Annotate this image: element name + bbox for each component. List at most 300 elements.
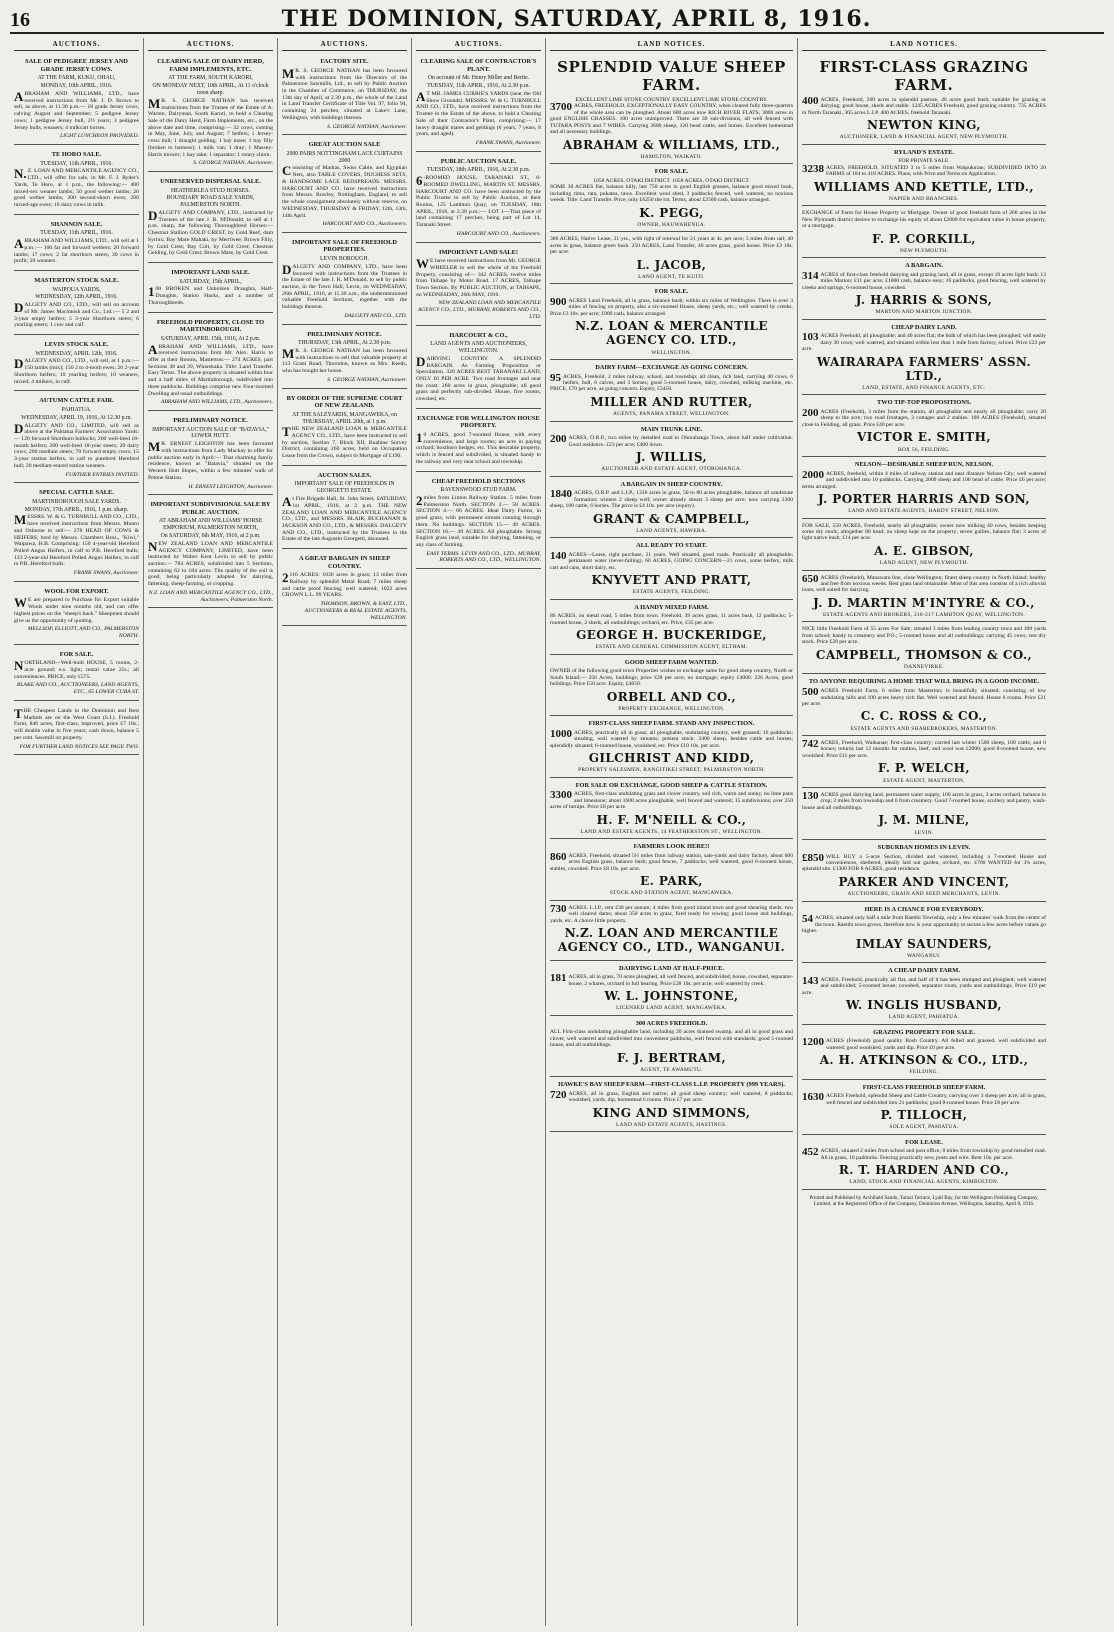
- notice-title: NELSON—DESIRABLE SHEEP RUN, NELSON.: [854, 460, 994, 468]
- auction-ad: [14, 394, 139, 483]
- ad-body: AT MR. JAMES CURRIE'S YARDS (near the Old Show Grounds). MESSRS. W. & G. TURNBULL AND CO., LTD., have received instructions from the Trustee in the Estate of the above, to hold a Clearing Sale of their Contractor's Plant, comprising:— 17 heavy draught mares and geldings (6 years, 7 years, 8 years, and aged).: [416, 89, 541, 138]
- notice-text: ACRES (Freehold) good quality Bush Country. All felled and grassed, well subdivided and watered; good woolshed, yards and dip. Price £6 per acre.: [826, 1038, 1046, 1051]
- column-heading: AUCTIONS.: [416, 38, 541, 51]
- land-notice: [550, 234, 793, 284]
- ad-heading: SPECIAL CATTLE SALE.: [39, 489, 114, 497]
- notice-body: [550, 490, 793, 509]
- notice-title: 300 ACRES FREEHOLD.: [635, 1019, 708, 1027]
- land-notice: [550, 841, 793, 901]
- ad-subheading: TUESDAY, 11th APRIL, 1916.: [40, 230, 113, 237]
- auction-ad: [282, 236, 407, 325]
- notice-body: [550, 727, 793, 749]
- ad-heading: PUBLIC AUCTION SALE.: [440, 157, 517, 165]
- auction-ad: [416, 412, 541, 472]
- ad-body: 2116 ACRES: 1036 acres in grass; 13 miles from Railway by splendid Metal Road; 7 miles sheep and cattle proof fencing; well watered; 1022 acres CROWN L.L. 99 YEARS.: [282, 570, 407, 599]
- acreage-figure: 181: [550, 972, 567, 985]
- land-notice: [802, 55, 1046, 144]
- agent-name: N.Z. LOAN & MERCANTILE AGENCY CO. LTD.,: [575, 319, 768, 348]
- agent-address: LAND AGENT, PAHIATUA.: [888, 1014, 960, 1021]
- auction-ad: [282, 469, 407, 549]
- ad-body: ABRAHAM AND WILLIAMS, LTD., have received instructions from Mr. J. D. Brown to sell, as above, at 11.30 p.m.— 18 grade Jersey cows, calving August and September; 5 pedigree Jersey cows; 1 pedigree Jersey bull, 2½ years; 3 pedigree Jersey bulls, weaners; 4 milkcart horses.: [14, 89, 139, 131]
- notice-body: [550, 184, 793, 203]
- ad-signature: FURTHER ENTRIES INVITED.: [65, 471, 139, 478]
- ad-subheading: AT ABRAHAM AND WILLIAMS' HORSE EMPORIUM, PALMERSTON NORTH,: [158, 518, 263, 532]
- notice-body: [802, 162, 1046, 178]
- notice-title: FIRST-CLASS GRAZING FARM.: [819, 58, 1029, 94]
- ad-body: Consisting of Madras, Swiss Cable, and Egyptian Nets, also TABLE COVERS, DUCHESS SETS, & HANDSOME LACE BEDSPREADS. MESSRS. HARCOURT AND CO. have received instructions from Messrs. Rowley, Nottingham, England, to sell the whole consignment absolutely without reserve, on WEDNESDAY, THURSDAY & FRIDAY, 12th, 13th, 14th April.: [282, 163, 407, 219]
- acreage-figure: 140: [550, 549, 567, 562]
- ad-body: DALGETY AND COMPANY, LTD., instructed by Trustees of the late J. R. M'Donald, to sell at 1 p.m. sharp, the following Thoroughbred Horses:— Chestnut Stallion GOLD CREST, by Gold Reef, dam Syrinx; Bay Mare Mahaki, by Merriwee; Brown Filly, by Gold Crest; Bay Colt, by Gold Crest; Chestnut Gelding, by Gold Crest; Brown Mare, by Gold Crest.: [148, 208, 273, 257]
- notice-text: ACRES, first-class undulating grass and clover country, soil rich, warm and sunny, no lime pans and limestone; about 1600 acres ploughable, well fenced and watered; 15 subdivisions; over 250 acres of turnips. Price £8 per acre.: [550, 791, 793, 811]
- notice-text: ACRES, all in grass, 70 acres ploughed, all well fenced, and subdivided; house, cowshed, separator-house, 2 whares, orchard in full bearing. Price £28 10s. per acre; well watered by creek.: [568, 974, 794, 987]
- notice-body: [550, 613, 793, 626]
- ad-body: 10 ACRES, good 7-roomed House, with every convenience, and large rooms; an acre in paying orchard; boxthorn hedges, etc. This desirable property, which is fenced and subdivided, is situated handy to the railway and very near school and township.: [416, 429, 541, 465]
- ad-heading: IMPORTANT LAND SALE!: [438, 248, 519, 256]
- land-notice: [802, 260, 1046, 320]
- notice-text: ACRES, FREEHOLD, EXCEPTIONALLY EASY COUNTRY, when cleared fully three-quarters of the whole area can be ploughed. About 600 acres now RICH RIVER FLATS, 3000 acres in good ENGLISH GRASSES. 100 acres unimproved. There are 30 sub-divisions, all well fenced with TUTARA POSTS and 7 WIRES. Carrying 3600 sheep, 120 head cattle, and horses. Excellent homestead and all necessary buildings.: [550, 103, 793, 136]
- notice-body: [550, 974, 793, 987]
- auction-ad: [14, 585, 139, 645]
- acreage-figure: 400: [802, 94, 819, 107]
- land-notice: [802, 208, 1046, 258]
- land-notice: [550, 55, 793, 164]
- notice-title: FOR LEASE.: [905, 1138, 943, 1146]
- ad-signature: S. GEORGE NATHAN, Auctioneer.: [193, 160, 273, 167]
- ad-subheading: LEVIN BOROUGH.: [320, 256, 369, 263]
- acreage-figure: 720: [550, 1088, 567, 1101]
- ad-body: 100 BROKEN and Unbroken Draughts, Half-Draughts, Station Hacks, and a number of Thoroughbreds.: [148, 284, 273, 306]
- notice-text: ACRES Land Freehold, all in grass, balance bush; within six miles of Wellington. There is over 3 miles of fencing on property, also a six-roomed House, sheep yards, etc.; well watered by creeks. Price £3 10s. per acre; £900 cash, balance arranged.: [550, 297, 793, 317]
- auction-ad: [14, 338, 139, 391]
- ad-signature: N.Z. LOAN AND MERCANTILE AGENCY CO., LTD., Auctioneers, Palmerston North.: [148, 589, 273, 603]
- ad-body: MR. ERNEST LEIGHTON has been favoured with instructions from Lady Mackay to offer for public auction early in April:— That charming family residence, known as "Batavia," situated on the Western Hutt Slopes, within a few minutes' walk of Petone Station.: [148, 439, 273, 481]
- ad-body: N.Z. LOAN AND MERCANTILE AGENCY CO., LTD., will offer for sale, in Mr. F. J. Ryder's Yards, Te Horo, at 1 p.m., the following:— 400 mixed-sex weaner lambs; 50 good wether lambs; 20 good wether lambs; 200 second-shorn ewes; 200 mixed-age ewes; 10 dairy cows in milk.: [14, 166, 139, 208]
- land-notice: [550, 540, 793, 600]
- land-notice: [550, 718, 793, 778]
- notice-text: ACRES, practically all in grass; all ploughable, undulating country, well grassed; 16 paddocks; steading, well watered by streams; present stock: 2400 sheep, besides cattle and horses; splendidly situated; 6-roomed house, woolshed, etc. Price £10 10s. per acre.: [550, 729, 793, 749]
- agent-name: W. INGLIS HUSBAND,: [846, 998, 1002, 1013]
- land-notice: [550, 963, 793, 1016]
- land-notice: [550, 1079, 793, 1132]
- agent-address: SOLE AGENT, PAHIATUA.: [889, 1124, 959, 1131]
- land-notice: [550, 166, 793, 232]
- notice-text: WILL BUY a 5-acre Section, divided and watered, including a 7-roomed House and conveniences, sheltered, ideally laid out garden, orchard, etc. £700 WANTED for 3¼ acres, splendid site. £1300 FOR 8 ACRES, good residence.: [802, 853, 1046, 873]
- notice-text: FOR SALE, 550 ACRES, Freehold, nearly all ploughable; owner now milking 40 cows, besides keeping some dry stock; altogether 80 head; no sheep kept on the property; seven gullies, balance flat; 3 acres of light native bush; £14 per acre.: [802, 522, 1046, 542]
- notice-title: DAIRYING LAND AT HALF-PRICE.: [619, 964, 724, 972]
- column-3: [278, 38, 412, 1626]
- ad-heading: UNRESERVED DISPERSAL SALE.: [160, 178, 261, 186]
- acreage-figure: 650: [802, 572, 819, 585]
- ad-heading: A GREAT BARGAIN IN SHEEP COUNTRY.: [298, 555, 391, 570]
- land-notice: [802, 904, 1046, 964]
- agent-name: P. TILLOCH,: [880, 1108, 968, 1123]
- agent-address: AUCTIONEER, LAND & FINANCIAL AGENT, NEW PLYMOUTH.: [839, 134, 1009, 141]
- notice-title: MAIN TRUNK LINE.: [640, 425, 703, 433]
- agent-name: PARKER AND VINCENT,: [838, 874, 1010, 889]
- land-notice: [550, 602, 793, 655]
- agent-name: VICTOR E. SMITH,: [857, 430, 991, 445]
- ad-signature: HARCOURT AND CO., Auctioneers.: [322, 221, 407, 228]
- auction-ad: [14, 648, 139, 701]
- ad-heading: WOOL FOR EXPORT.: [44, 587, 109, 595]
- auction-ad: [148, 498, 273, 608]
- ad-subheading: IMPORTANT SALE OF FREEHOLDS IN GEORGETTI ESTATE.: [294, 481, 395, 495]
- notice-body: [550, 668, 793, 687]
- ad-heading: FOR SALE.: [59, 650, 94, 658]
- notice-body: [802, 1093, 1046, 1106]
- notice-text: ALL First-class undulating ploughable land, including 20 acres drained swamp, and all in good grass and clover, well watered and subdivided into convenient paddocks, well fenced with standards; good 5-roomed house, and all outbuildings.: [550, 1029, 793, 1049]
- agent-name: J. M. MILNE,: [878, 813, 970, 828]
- agent-name: J. WILLIS,: [635, 450, 708, 465]
- ad-body: DALGETY AND CO., LTD., will sell, at 1 p.m.:— 150 lambs (mix); 150 2 to 4-tooth ewes; 20 2-year Shorthorn heifers; 10 yearling heifers; 10 weaners, mixed; 4 milkers, in calf.: [14, 356, 139, 385]
- notice-title: SUBURBAN HOMES IN LEVIN.: [877, 843, 971, 851]
- ad-signature: NEW ZEALAND LOAN AND MERCANTILE AGENCY CO., LTD., MURRAY, ROBERTS AND CO., LTD.: [417, 300, 541, 320]
- ad-signature: S. GEORGE NATHAN, Auctioneer.: [327, 123, 407, 130]
- agent-address: LAND AGENT, TE KUITI.: [638, 273, 705, 280]
- auction-ad: [416, 155, 541, 243]
- agent-address: WELLINGTON.: [651, 349, 692, 356]
- ad-subheading: WAIPOUA YARDS,: [52, 286, 101, 293]
- notice-body: [802, 626, 1046, 645]
- land-notice: [550, 1018, 793, 1078]
- agent-address: NAPIER AND BRANCHES.: [889, 195, 959, 202]
- auction-ad: [148, 266, 273, 313]
- acreage-figure: 3300: [550, 789, 572, 802]
- agent-address: LAND AGENT, NEW PLYMOUTH.: [879, 560, 969, 567]
- notice-subtitle: EXCELLENT LIME STONE COUNTRY. EXCELLENT LIME STONE COUNTRY.: [575, 96, 768, 103]
- agent-name: F. J. BERTRAM,: [616, 1050, 727, 1065]
- notice-title: FARMERS LOOK HERE!!: [633, 843, 710, 851]
- ad-subheading: TUESDAY, 18th APRIL, 1916, At 2.30 p.m.: [426, 167, 531, 174]
- notice-title: RYLAND'S ESTATE.: [894, 148, 954, 156]
- ad-body: THE NEW ZEALAND LOAN & MERCANTILE AGENCY CO., LTD., have been instructed to sell by auction, Section 7, Block XII, Ruahine Survey District, containing 260 acres, held on Occupation Lease from the Crown, subject to Mortgage of £190.: [282, 424, 407, 460]
- ad-heading: HARCOURT & CO.,: [449, 331, 508, 339]
- notice-text: ACRES, FREEHOLD, SITUATED 3 to 5 miles from Waipukurau; SUBDIVIDED INTO 20 FARMS of 104 to 418 ACRES. Plans, with Price and Terms on Application.: [826, 164, 1046, 178]
- land-notice: [802, 790, 1046, 840]
- notice-title: SPLENDID VALUE SHEEP FARM.: [557, 58, 786, 94]
- ad-date-line: WEDNESDAY, 12th APRIL, 1916.: [35, 294, 118, 301]
- notice-text: ACRES, situated 2 miles from school and post office, 8 miles from township by good metalled road. All in grass, 10 paddocks. Fencing practically new, posts and wire. Rent 10s. per acre.: [820, 1148, 1046, 1161]
- ad-body: 2miles from Linton Railway Station. 5 miles from Palmerston North. SECTION 2.— 58 ACRES. SECTION 4.— 66 ACRES. Ideal Dairy Farms, in good grass, with permanent stream running through them. No buildings. SECTION 15.— 49 ACRES. SECTION 16.— 49 ACRES. All ploughable. Strong English grass land, suitable for dairying, fattening, or any class of farming.: [416, 492, 541, 548]
- land-notice: [550, 657, 793, 717]
- ad-heading: CLEARING SALE OF DAIRY HERD, FARM IMPLEMENTS, ETC.: [157, 58, 264, 73]
- auction-ad: [14, 486, 139, 582]
- agent-name: H. F. M'NEILL & CO.,: [596, 812, 747, 827]
- ad-body: MR. S. GEORGE NATHAN has been favoured with instructions to sell that valuable property at 113 Grant Road, Thorndon, known as Mrs. Keeds, who has bought her house.: [282, 345, 407, 375]
- page-title: THE DOMINION, SATURDAY, APRIL 8, 1916.: [281, 6, 872, 32]
- land-notice: [802, 676, 1046, 736]
- agent-address: ESTATE AGENTS, FEILDING.: [632, 589, 711, 596]
- ad-signature: FOR FURTHER LAND NOTICES SEE PAGE TWO.: [19, 743, 139, 750]
- land-notice: [802, 1027, 1046, 1080]
- acreage-figure: 452: [802, 1146, 819, 1159]
- land-notice: [550, 362, 793, 422]
- agent-address: ESTATE AND GENERAL COMMISSION AGENT, ELTHAM.: [595, 644, 748, 651]
- ad-heading: IMPORTANT SUBDIVISIONAL SALE BY PUBLIC AUCTION.: [150, 501, 271, 516]
- ad-date-line: BOUNDARY ROAD SALE YARDS, PALMERSTON NORTH.: [166, 195, 255, 209]
- ad-subheading: AT THE FARM, SOUTH KARORI,: [168, 75, 253, 82]
- notice-text: ACRES, Freehold, 2 miles railway, school, and township; all clean, rich land, carrying 40 cows, 6 heifers, bull, 6 calves, and 3 horses; good 5-roomed house, dairy, cowshed, milking machine, etc. PRICE, £70 per acre, as going concern. Equity, £3450.: [550, 373, 793, 393]
- columns: [10, 38, 1104, 1626]
- ad-subheading: LAND AGENTS AND AUCTIONEERS, WELLINGTON.: [430, 341, 527, 354]
- agent-name: WAIRARAPA FARMERS' ASSN. LTD.,: [816, 354, 1032, 383]
- agent-name: F. P. CORKILL,: [872, 231, 976, 246]
- notice-text: ACRES, L.I.P., rent £38 per annum; 4 miles from good inland town and good shearing sheds; two well cleared dams; about 350 acres in grass, fired ready for sowing; good house and buildings, yards, etc. A choice little property.: [550, 904, 793, 924]
- notice-body: [550, 850, 793, 872]
- notice-title: A BARGAIN.: [905, 262, 943, 270]
- agent-address: LEVIN.: [914, 829, 934, 836]
- notice-title: GOOD SHEEP FARM WANTED.: [624, 658, 719, 666]
- auction-ad: [282, 55, 407, 135]
- agent-name: ORBELL AND CO.,: [606, 689, 737, 704]
- acreage-figure: 95: [550, 371, 561, 384]
- ad-heading: EXCHANGE FOR WELLINGTON HOUSE PROPERTY.: [417, 414, 540, 430]
- column-1: [10, 38, 144, 1626]
- agent-address: LAND AND ESTATE AGENTS, 14 FEATHERSTON ST., WELLINGTON.: [580, 828, 763, 835]
- notice-body: [550, 295, 793, 317]
- agent-name: K. PEGG,: [639, 205, 704, 220]
- agent-name: ABRAHAM & WILLIAMS, LTD.,: [562, 137, 781, 152]
- ad-body: DALGETY AND CO., LIMITED, will sell as above at the Pahiatua Farmers' Association Yards:— 120 forward Shorthorn bullocks; 260 well-bred 18-month heifers; 200 well-bred 18-year steers; 20 dairy cows; 200 medium steers; 70 forward empty cows; 15 3-year station heifers, in calf to purebred Hereford bull; 20 medium-reared station weaners.: [14, 420, 139, 469]
- notice-body: [802, 94, 1046, 116]
- acreage-figure: 500: [802, 686, 819, 699]
- agent-name: J. D. MARTIN M'INTYRE & CO.,: [813, 595, 1035, 610]
- notice-body: [802, 789, 1046, 811]
- ad-subheading: HEATHERLEA STUD HORSES.: [170, 187, 251, 194]
- auction-ad: [148, 414, 273, 495]
- agent-name: NEWTON KING,: [867, 118, 981, 133]
- agent-address: ESTATE AGENTS AND SHAREBROKERS, MASTERTON.: [850, 725, 998, 732]
- auction-ad: [282, 328, 407, 389]
- notice-text: ACRES Freehold Farm, 6 miles from Masterton; is beautifully situated; consisting of low undulating hills and 100 acres heavy rich flat. Well watered and fenced. House 6 rooms. Price £21 per acre.: [802, 688, 1046, 707]
- notice-subtitle: 1658 ACRES, OTAKI DISTRICT. 1658 ACRES, OTAKI DISTRICT.: [593, 177, 750, 184]
- notice-text: ACRES, situated only half a mile from Raetihi Township, only a few minutes' walk from the centre of the town. Raetihi town grows, therefore now is your opportunity to secure a few acres before values go higher.: [802, 915, 1046, 935]
- notice-body: [802, 523, 1046, 542]
- ad-subheading: MARTINBOROUGH SALE YARDS.: [32, 498, 121, 505]
- auction-ad: [14, 704, 139, 755]
- ad-date-line: On SATURDAY, 6th MAY, 1916, at 2 p.m.: [160, 532, 261, 539]
- agent-name: GILCHRIST AND KIDD,: [588, 751, 755, 766]
- auction-ad: [148, 55, 273, 172]
- land-notice: [550, 479, 793, 539]
- agent-name: GRANT & CAMPBELL,: [593, 511, 750, 526]
- auction-ad: [416, 246, 541, 326]
- notice-text: ACRES, O.R.P., two miles by metalled road to Ohorahanga Town, about half under cultivation. Good residence. £23 per acre; £400 down.: [568, 435, 793, 448]
- notice-text: SOME 30 ACRES flat, balance hilly, last 750 acres in good English grasses, balance good mixed bush, including rimu, rata, pukatea, tawa. Excellent wool shed, 3 paddocks fenced, well watered, no noxious weeds. Title: Land Transfer. Price, only £6250 the lot. Terms, about £2500 cash, balance arranged.: [550, 184, 793, 204]
- notice-title: A CHEAP DAIRY FARM.: [888, 967, 960, 975]
- ad-subheading: SATURDAY, APRIL 15th, 1916, At 2 p.m.: [160, 335, 261, 342]
- ad-date-line: MONDAY, 17th APRIL, 1916, 1 p.m. sharp.: [24, 506, 129, 513]
- ad-heading: IMPORTANT SALE OF FREEHOLD PROPERTIES.: [292, 238, 397, 254]
- notice-title: TO ANYONE REQUIRING A HOME THAT WILL BRING IN A GOOD INCOME.: [808, 678, 1040, 686]
- notice-title: CHEAP DAIRY LAND.: [891, 323, 957, 331]
- ad-heading: FACTORY SITE.: [320, 58, 369, 66]
- acreage-figure: 1630: [802, 1091, 824, 1104]
- agent-name: KNYVETT AND PRATT,: [591, 573, 752, 588]
- ad-heading: GREAT AUCTION SALE: [308, 141, 381, 149]
- notice-text: ACRES, Freehold, situated 5½ miles from railway station, sale-yards and dairy factory, about 600 acres English grass, balance bush; good fences, 7 paddocks; well watered, good 6-roomed house, stables, cowshed. Price £8 10s. per acre.: [550, 852, 793, 872]
- ad-heading: CHEAP FREEHOLD SECTIONS: [431, 477, 526, 485]
- ad-date-line: MONDAY, 10th APRIL, 1916.: [40, 83, 113, 90]
- agent-address: BOX 56, FEILDING.: [897, 446, 951, 453]
- notice-text: ACRES—Lease, right purchase, 21 years. Well situated, good roads. Practically all ploughable; permanent water (never-failing). 60 ACRES, GOING CONCERN—21 cows, some heifers, milk cart and cans, short dairy, etc.: [550, 551, 793, 571]
- land-notice: [802, 738, 1046, 788]
- agent-name: IMLAY SAUNDERS,: [855, 936, 993, 951]
- acreage-figure: 103: [802, 331, 819, 344]
- column-5: [546, 38, 798, 1626]
- agent-name: CAMPBELL, THOMSON & CO.,: [815, 647, 1033, 662]
- agent-name: L. JACOB,: [636, 257, 707, 272]
- notice-body: [550, 236, 793, 255]
- agent-address: ESTATE AGENT, MASTERTON.: [883, 777, 965, 784]
- land-notice: [550, 903, 793, 961]
- auction-ad: [282, 552, 407, 626]
- agent-address: OWNER, HAUWAHENUA.: [637, 221, 706, 228]
- masthead: [10, 6, 1104, 34]
- auction-ad: [148, 175, 273, 263]
- land-notice: [802, 1082, 1046, 1135]
- notice-title: A HANDY MIXED FARM.: [634, 603, 709, 611]
- notice-text: OWNER of the following good town Properties wishes to exchange same for good sheep country, North or South Island:— 256 Acres, buildings; price £28 per acre; no mortgage; equity £4000. 226 Acres, good buildings. Price £50 acre. Equity, £4650.: [550, 668, 793, 688]
- acreage-figure: 742: [802, 738, 819, 750]
- notice-body: [802, 333, 1046, 352]
- notice-body: [802, 688, 1046, 707]
- ad-heading: TE HORO SALE.: [51, 151, 102, 159]
- notice-body: [550, 902, 793, 924]
- agent-name: A. E. GIBSON,: [874, 543, 974, 558]
- auction-ad: [14, 274, 139, 335]
- notice-text: ACRES, Freehold, practically all flat, and half of it has been stumped and ploughed; well watered and subdivided; 5-roomed house; cowshed, separator room, yards and outbuildings. Price £19 per acre.: [802, 976, 1046, 996]
- agent-address: LAND, STOCK AND FINANCIAL AGENTS, KIMBOLTON.: [849, 1179, 999, 1186]
- notice-title: HAWKE'S BAY SHEEP FARM—FIRST-CLASS L.I.P. PROPERTY (999 YEARS).: [558, 1081, 785, 1089]
- ad-subheading: THURSDAY, 13th APRIL, At 2.30 p.m.: [297, 340, 392, 347]
- auction-ad: [282, 138, 407, 233]
- acreage-figure: 3700: [550, 101, 572, 114]
- notice-title: FOR SALE.: [654, 288, 689, 296]
- ad-subheading: RAVENSWOOD STUD FARM.: [440, 487, 517, 494]
- ad-signature: MELLSOP, ELLIOTT, AND CO., PALMERSTON NORTH.: [27, 626, 139, 640]
- printer-imprint: Printed and Published by Archibald Sando, Tainui Terrace, Lyall Bay, for the Wellington Publishing Company, Limited, at the Registered Office of the Company, Dominion Avenue, Wellington, Saturday, April 8, 1916.: [809, 1194, 1039, 1207]
- land-notice: [802, 965, 1046, 1025]
- ad-signature: THOMSON, BROWN, & EAST, LTD., AUCTIONEERS & REAL ESTATE AGENTS, WELLINGTON.: [304, 601, 407, 621]
- acreage-figure: 900: [550, 295, 567, 308]
- ad-body: NORTHLAND—Well-built HOUSE, 5 rooms, 2-acre ground; e.s. light; rental value 25s.; all conveniences. PRICE, only £575.: [14, 658, 139, 680]
- ad-body: At Fire Brigade Hall, St. John Street, SATURDAY, 1st APRIL, 1916, at 2 p.m. THE NEW ZEALAND LOAN AND MERCANTILE AGENCY CO., LTD., and MESSRS. BLAIR, BUCHANAN & JACKSON AND CO., LTD., & MESSRS. DALGETY AND CO., LTD., instructed by the Trustees in the Estate of the late Augustin Georgetti, deceased.: [282, 494, 407, 543]
- ad-body: WE have received instructions from Mr. GEORGE WHEELER to sell the whole of his Freehold Property, consisting of— 342 ACRES, twelve miles from Taihape by Motor Road. 17 ACRES, Taihape Town Section. By PUBLIC AUCTION, at TAIHAPE, on WEDNESDAY, 26th MAY, 1916.: [416, 256, 541, 298]
- notice-body: [802, 915, 1046, 934]
- ad-body: THE Cheapest Lands in the Dominion and Best Markets are on the West Coast (S.I.). Freehold Farm, 846 acres, first-class, improved, price £7 10s.; will double value in five years; cash down, balance 5 per cent. Sawmill on property.: [14, 705, 139, 741]
- ad-heading: PRELIMINARY NOTICE.: [307, 330, 382, 338]
- auction-ad: [416, 475, 541, 570]
- agent-address: NEW PLYMOUTH.: [899, 247, 949, 254]
- notice-subtitle: FOR PRIVATE SALE.: [898, 158, 950, 165]
- ad-signature: DALGETY AND CO., LTD.: [344, 312, 407, 319]
- notice-title: GRAZING PROPERTY FOR SALE.: [873, 1028, 975, 1036]
- notice-body: [550, 371, 793, 393]
- notice-body: [802, 740, 1046, 759]
- column-heading: LAND NOTICES.: [550, 38, 793, 51]
- column-heading: AUCTIONS.: [14, 38, 139, 51]
- agent-address: ESTATE AGENTS AND BROKERS, 218-217 LAMBTON QUAY, WELLINGTON.: [822, 612, 1026, 619]
- ad-date-line: WEDNESDAY, APRIL 19, 1916, At 12.30 p.m.: [21, 414, 132, 421]
- notice-text: 86 ACRES, on metal road, 5 miles from town. Freehold, 39 acres grass, 11 acres bush, 12 paddocks; 5-roomed house, 2 sheds, all outbuildings; orchard, etc. Price, £35 per acre.: [550, 613, 793, 626]
- notice-body: [802, 468, 1046, 490]
- notice-body: [802, 851, 1046, 873]
- ad-subheading: WEDNESDAY, APRIL 12th, 1916.: [35, 350, 118, 357]
- acreage-figure: 54: [802, 913, 813, 926]
- acreage-figure: 730: [550, 902, 567, 915]
- column-2: [144, 38, 278, 1626]
- agent-address: PROPERTY SALESMEN, RANGITIKEI STREET, PALMERSTON NORTH.: [578, 767, 765, 774]
- notice-text: ACRES of first-class freehold dairying and grazing land, all in grass, except 10 acres light bush; 12 miles Marton; £11 per acre; £1000 cash, balance easy; 16 paddocks, good fencing, well watered by creeks and springs, 6-roomed house, cowshed.: [802, 271, 1046, 291]
- notice-body: [550, 1029, 793, 1048]
- notice-body: [550, 791, 793, 810]
- agent-name: GEORGE H. BUCKERIDGE,: [576, 628, 767, 643]
- auction-ad: [416, 55, 541, 152]
- ad-body: MESSRS. W. & G. TURNBULL AND CO., LTD., have received instructions from Messrs. Munro and Osborne to sell:— 278 HEAD OF COWS & HEIFERS, bred by Messrs. Chambers Bros., "Kiwi," Waipawa, H.B. Comprising: 150 4-year-old Hereford Polled Angus Heifers, in calf to P.B. Hereford bulls; 123 2-year-old Hereford Polled Angus Heifers, in calf to P.B. Hereford bulls.: [14, 512, 139, 568]
- notice-text: EXCHANGE of Farm for House Property or Mortgage. Owner of good freehold farm of 260 acres in the New Plymouth district desires to exchange his equity of about £2000 for equivalent value in house property, or a mortgage.: [802, 210, 1046, 230]
- agent-address: MARTON AND MARTON JUNCTION.: [875, 309, 973, 316]
- column-heading: AUCTIONS.: [282, 38, 407, 51]
- ad-signature: EASY TERMS. LEVIN AND CO., LTD., MURRAY, ROBERTS AND CO., LTD., WELLINGTON.: [426, 550, 541, 564]
- notice-text: ACRES, Freehold, Waikanae; first-class country; carried last winter 1500 sheep, 100 cattle, and 6 horses; returns last 12 months for mutton, beef, and wool was £2000; good 8-roomed house, new woolshed. Price £11 per acre.: [802, 740, 1046, 759]
- ad-heading: CLEARING SALE OF CONTRACTOR'S PLANT.: [420, 58, 537, 73]
- acreage-figure: 130: [802, 789, 819, 802]
- agent-address: PROPERTY EXCHANGE, WELLINGTON.: [618, 705, 725, 712]
- ad-subheading: 2000 PAIRS NOTTINGHAM LACE CURTAINS 2000: [286, 150, 403, 164]
- notice-body: [550, 103, 793, 135]
- acreage-figure: 314: [802, 269, 819, 282]
- agent-address: AUCTIONEERS, GRAIN AND SEED MERCHANTS, LEVIN.: [847, 891, 1001, 898]
- ad-heading: SALE OF PEDIGREE JERSEY AND GRADE JERSEY COWS.: [25, 58, 128, 73]
- auction-ad: [416, 329, 541, 409]
- auction-ad: [14, 218, 139, 271]
- agent-name: A. H. ATKINSON & CO., LTD.,: [819, 1053, 1029, 1068]
- ad-subheading: AT THE SALEYARDS, MANGAWEKA, on THURSDAY, APRIL 20th, at 1 p.m.: [292, 411, 397, 425]
- agent-address: LICENSED LAND AGENT, MANGAWEKA.: [616, 1005, 727, 1012]
- auction-ad: [282, 392, 407, 466]
- notice-title: A BARGAIN IN SHEEP COUNTRY.: [620, 480, 723, 488]
- ad-signature: ABRAHAM AND WILLIAMS, LTD., Auctioneers.: [160, 399, 273, 406]
- land-notice: [802, 397, 1046, 457]
- agent-address: LAND, ESTATE, AND FINANCE AGENTS, ETC.: [862, 385, 986, 392]
- notice-title: DAIRY FARM—EXCHANGE AS GOING CONCERN.: [595, 363, 748, 371]
- ad-heading: BY ORDER OF THE SUPREME COURT OF NEW ZEALAND.: [286, 394, 403, 410]
- agent-name: MILLER AND RUTTER,: [590, 394, 753, 409]
- notice-title: FOR SALE.: [654, 168, 689, 176]
- notice-body: [802, 572, 1046, 594]
- ad-heading: AUTUMN CATTLE FAIR.: [39, 397, 114, 405]
- ad-body: NEW ZEALAND LOAN AND MERCANTILE AGENCY COMPANY, LIMITED, have been instructed by Walter Kent Levin to sell by public auction:— 784 ACRES, subdivided into 5 Sections, containing 62 to 184 acres. The quality of the soil is good, being particularly adapted for dairying, fattening, sheep-farming, or cropping.: [148, 538, 273, 588]
- acreage-figure: 860: [550, 850, 567, 863]
- notice-body: [802, 409, 1046, 428]
- column-4: [412, 38, 546, 1626]
- land-notice: [802, 842, 1046, 902]
- notice-body: [550, 435, 793, 448]
- auction-ad: [14, 148, 139, 215]
- acreage-figure: 200: [550, 433, 567, 446]
- auction-ad: [14, 55, 139, 145]
- agent-name: N.Z. LOAN AND MERCANTILE AGENCY CO., LTD., WANGANUI.: [557, 926, 786, 955]
- notice-text: NICE little Freehold Farm of 55 acres For Sale; situated 3 miles from leading country town and 100 yards from school; handy to creamery and P.O.; 5-roomed house and all outbuildings; carrying 45 cows, rest dry stock. Price £28 per acre.: [802, 626, 1046, 646]
- notice-text: ACRES Freehold, splendid Sheep and Cattle Country, carrying over 3 sheep per acre; all in grass, well fenced and subdivided into 21 paddocks; good 8-roomed house. Price £8 per acre.: [826, 1093, 1046, 1106]
- agent-name: R. T. HARDEN AND CO.,: [838, 1163, 1010, 1178]
- agent-name: J. PORTER HARRIS AND SON,: [818, 491, 1030, 506]
- agent-address: DANNEVIRKE.: [904, 664, 944, 671]
- ad-heading: IMPORTANT LAND SALE.: [171, 269, 250, 277]
- acreage-figure: 1840: [550, 488, 572, 501]
- agent-address: LAND AND ESTATE AGENTS, HARDY STREET, NELSON.: [848, 508, 1000, 515]
